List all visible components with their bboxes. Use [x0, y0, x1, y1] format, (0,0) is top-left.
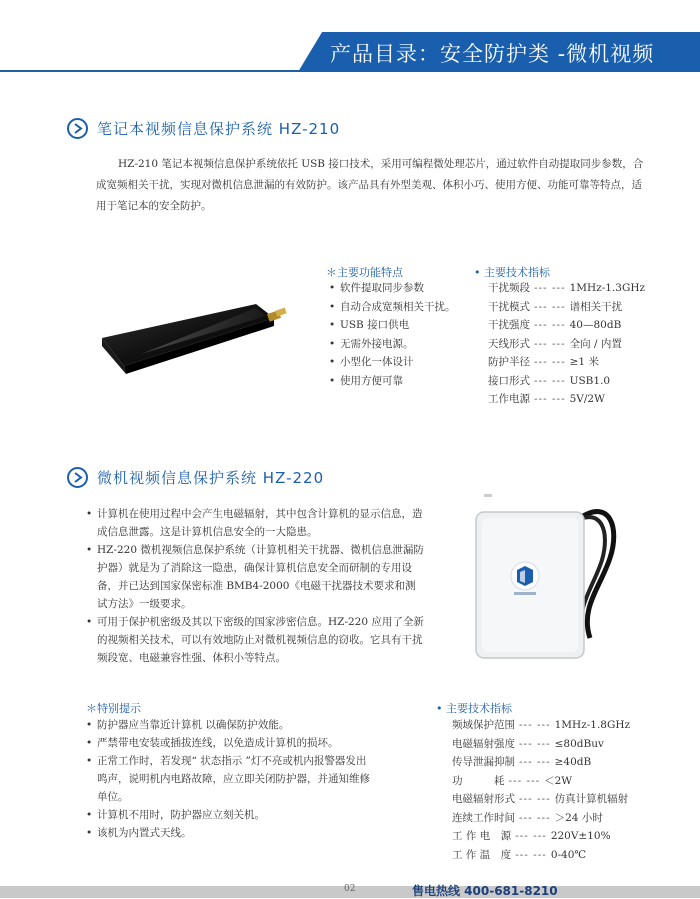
spec-value: 40—80dB [569, 319, 622, 331]
section2-title [97, 467, 324, 488]
features-list [329, 279, 456, 390]
section1-title [97, 118, 340, 139]
notice-list [86, 716, 376, 842]
specs-list [452, 716, 630, 864]
spec-label: 天线形式 [488, 337, 530, 350]
spec-dash: --- --- [519, 719, 551, 731]
spec-dash: --- --- [534, 300, 566, 313]
notice-heading: ＊特别提示 [86, 702, 141, 715]
page-number: 02 [344, 884, 356, 894]
spec-row [488, 279, 645, 298]
spec-value: ＜2W [544, 774, 573, 787]
spec-dash: --- --- [519, 756, 551, 768]
spec-label: 干扰频段 [488, 282, 530, 294]
spec-label: 频域保护范围 [452, 719, 515, 731]
list-item: • 正常工作时，若发现“ 状态指示 ”灯不亮或机内报警器发出鸣声，说明机内电路故障，应立即关闭防护器，并通知维修单位。 [86, 752, 376, 806]
spec-label: 电磁辐射强度 [452, 737, 515, 750]
spec-dash: --- --- [534, 282, 566, 294]
spec-row [452, 716, 630, 735]
spec-label: 干扰模式 [488, 300, 530, 313]
list-item: • 无需外接电源。 [329, 335, 456, 354]
spec-dash: --- --- [519, 811, 551, 824]
spec-dash: --- --- [534, 393, 566, 405]
section2-bullets [86, 505, 424, 667]
list-item: • 小型化一体设计 [329, 353, 456, 372]
spec-value: ≥1 米 [569, 356, 599, 368]
spec-value: 仿真计算机辐射 [554, 793, 629, 805]
spec-dash: --- --- [534, 374, 566, 387]
spec-row [452, 772, 630, 791]
list-item: • 防护器应当靠近计算机 以确保防护效能。 [86, 716, 376, 734]
spec-label: 电磁辐射形式 [452, 793, 515, 805]
spec-dash: --- --- [508, 774, 541, 787]
spec-value: ＞24 小时 [554, 811, 603, 824]
section1-title-text: 笔记本视频信息保护系统 [97, 120, 274, 138]
features-heading: ＊主要功能特点 [326, 266, 403, 279]
spec-value: 0-40℃ [550, 848, 587, 861]
list-item: • 计算机在使用过程中会产生电磁辐射，其中包含计算机的显示信息，造成信息泄露。这是计算机信息安全的一大隐患。 [86, 505, 424, 541]
spec-row [452, 846, 630, 865]
section2-model: HZ-220 [262, 469, 325, 487]
spec-value: 谱相关干扰 [569, 300, 623, 313]
spec-value: ≥40dB [554, 756, 592, 768]
spec-dash: --- --- [519, 793, 551, 805]
list-item: • 可用于保护机密级及其以下密级的国家涉密信息。HZ-220 应用了全新的视频相关技术，可以有效地防止对微机视频信息的窃收。它具有干扰频段宽、电磁兼容性强、体积小等特点。 [86, 613, 424, 667]
spec-label: 工 作 电 源 [452, 830, 512, 842]
specs-list [488, 279, 645, 409]
spec-value: 5V/2W [569, 393, 605, 405]
list-item: • 使用方便可靠 [329, 372, 456, 391]
spec-dash: --- --- [534, 356, 566, 368]
list-item: • 自动合成宽频相关干扰。 [329, 298, 456, 317]
spec-row [488, 335, 645, 354]
spec-row [488, 390, 645, 409]
section1-model: HZ-210 [278, 120, 341, 138]
usb-device-image [96, 296, 296, 376]
section1-intro: HZ-210 笔记本视频信息保护系统依托 USB 接口技术，采用可编程微处理芯片，通过软件自动提取同步参数，合成宽频相关干扰，实现对微机信息泄漏的有效防护。该产品具有外型美观、体积小巧、使用方便、功能可靠等特点，适用于笔记本的安全防护。 [96, 158, 644, 212]
spec-label: 连续工作时间 [452, 811, 515, 824]
spec-label: 功 耗 [452, 774, 505, 787]
protector-device-image [470, 488, 630, 663]
spec-dash: --- --- [534, 337, 566, 350]
list-item: • 严禁带电安装或插拔连线，以免造成计算机的损坏。 [86, 734, 376, 752]
spec-row [488, 298, 645, 317]
spec-value: ≤80dBuv [554, 737, 604, 750]
spec-row [488, 353, 645, 372]
spec-row [488, 372, 645, 391]
spec-label: 传导泄漏抑制 [452, 756, 515, 768]
spec-row [452, 753, 630, 772]
spec-row [452, 735, 630, 754]
spec-dash: --- --- [515, 848, 547, 861]
list-item: • 计算机不用时，防护器应立刻关机。 [86, 806, 376, 824]
spec-row [488, 316, 645, 335]
section2-title-text: 微机视频信息保护系统 [97, 469, 258, 487]
list-item: • USB 接口供电 [329, 316, 456, 335]
spec-dash: --- --- [534, 319, 566, 331]
spec-label: 接口形式 [488, 374, 530, 387]
spec-label: 工 作 温 度 [452, 848, 512, 861]
spec-value: 220V±10% [550, 830, 611, 842]
spec-label: 干扰强度 [488, 319, 530, 331]
list-item: • HZ-220 微机视频信息保护系统（计算机相关干扰器、微机信息泄漏防护器）就是为了消除这一隐患，确保计算机信息安全而研制的专用设备，并已达到国家保密标准 BMB4-2000《电磁干扰器技术要求和测试方法》一级要求。 [86, 541, 424, 613]
spec-row [452, 790, 630, 809]
specs-heading: • 主要技术指标 [474, 266, 550, 279]
page-title: 产品目录：安全防护类 -微机视频 [330, 42, 655, 66]
spec-label: 工作电源 [488, 393, 530, 405]
list-item: • 该机为内置式天线。 [86, 824, 376, 842]
footer-hotline: 售电热线 400-681-8210 [412, 884, 558, 898]
specs-heading: • 主要技术指标 [436, 702, 512, 715]
spec-value: 1MHz-1.3GHz [569, 282, 646, 294]
chevron-right-icon [67, 467, 88, 488]
spec-row [452, 809, 630, 828]
list-item: • 软件提取同步参数 [329, 279, 456, 298]
spec-value: 全向 / 内置 [569, 337, 622, 350]
chevron-right-icon [67, 118, 88, 139]
spec-value: USB1.0 [569, 374, 611, 387]
spec-label: 防护半径 [488, 356, 530, 368]
spec-row [452, 827, 630, 846]
spec-dash: --- --- [515, 830, 547, 842]
spec-dash: --- --- [519, 737, 551, 750]
spec-value: 1MHz-1.8GHz [554, 719, 631, 731]
